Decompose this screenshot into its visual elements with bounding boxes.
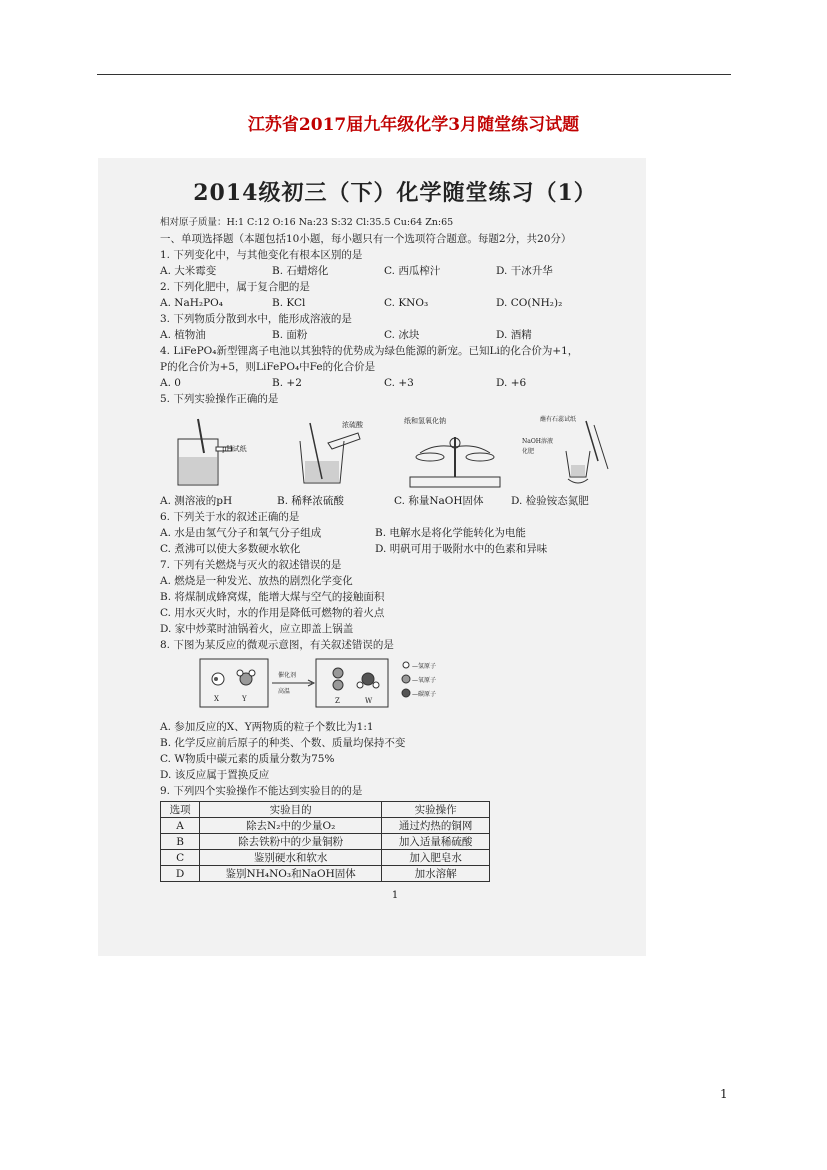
- svg-text:—氢原子: —氢原子: [412, 663, 437, 670]
- q5-figures: [160, 413, 630, 491]
- table-cell: B: [161, 834, 200, 850]
- option: C. 煮沸可以使大多数硬水软化: [160, 543, 301, 555]
- atomic-masses: 相对原子质量：H:1 C:12 O:16 Na:23 S:32 Cl:35.5 Cu:64 Zn:65: [160, 217, 454, 228]
- table-cell: 鉴别硬水和软水: [200, 850, 382, 866]
- q6-options: [160, 525, 630, 541]
- option: C. W物质中碳元素的质量分数为75%: [160, 753, 335, 765]
- table-header: 实验目的: [200, 802, 382, 818]
- q6-options-2: [160, 541, 630, 557]
- option: B. 化学反应前后原子的种类、个数、质量均保持不变: [160, 737, 406, 749]
- q9-table: [160, 801, 490, 882]
- table-row: [161, 818, 490, 834]
- question-6: 6. 下列关于水的叙述正确的是: [160, 511, 300, 523]
- option: B. 电解水是将化学能转化为电能: [375, 527, 526, 539]
- option: C. KNO₃: [384, 297, 429, 309]
- question-5: 5. 下列实验操作正确的是: [160, 393, 279, 405]
- table-cell: 鉴别NH₄NO₃和NaOH固体: [200, 866, 382, 882]
- ph-test-figure: [160, 413, 270, 491]
- svg-text:W: W: [365, 697, 373, 705]
- option: D. 明矾可用于吸附水中的色素和异味: [375, 543, 548, 555]
- fig-label-acid: 浓硫酸: [342, 421, 363, 429]
- svg-text:—氧原子: —氧原子: [412, 677, 437, 684]
- fig-label-litmus: 蘸有石蕊试纸: [540, 416, 577, 423]
- svg-text:高温: 高温: [278, 688, 291, 695]
- option: A. NaH₂PO₄: [160, 297, 223, 309]
- reaction-diagram: [160, 655, 520, 713]
- question-7: 7. 下列有关燃烧与灭火的叙述错误的是: [160, 559, 342, 571]
- scanned-exam-page: [98, 158, 646, 956]
- table-cell: 加入肥皂水: [382, 850, 490, 866]
- question-9: 9. 下列四个实验操作不能达到实验目的的是: [160, 785, 363, 797]
- q4-options: [160, 375, 630, 391]
- option: D. CO(NH₂)₂: [496, 297, 563, 309]
- option: D. 干冰升华: [496, 265, 553, 277]
- ammonium-test-figure: [520, 413, 630, 491]
- section-heading: 一、单项选择题（本题包括10小题，每小题只有一个选项符合题意。每题2分，共20分）: [160, 233, 572, 245]
- balance-figure: [400, 413, 510, 491]
- fig-label-balance: 纸和氢氧化钠: [404, 417, 446, 425]
- option: A. 参加反应的X、Y两物质的粒子个数比为1:1: [160, 721, 374, 733]
- option: C. 用水灭火时，水的作用是降低可燃物的着火点: [160, 607, 385, 619]
- q1-options: [160, 263, 630, 279]
- fig-label-fert: 化肥: [522, 448, 535, 455]
- option: D. +6: [496, 377, 527, 389]
- table-cell: 加水溶解: [382, 866, 490, 882]
- fig-label-ph: pH试纸: [222, 445, 247, 453]
- page-number: 1: [720, 1087, 728, 1101]
- option: A. 大米霉变: [160, 265, 217, 277]
- table-header: 实验操作: [382, 802, 490, 818]
- scan-page-number: 1: [391, 890, 399, 901]
- question-4-cont: P的化合价为+5，则LiFePO₄中Fe的化合价是: [160, 361, 376, 373]
- table-header: 选项: [161, 802, 200, 818]
- table-row: [161, 850, 490, 866]
- header-rule: [97, 74, 731, 75]
- paper-title: 2014级初三（下）化学随堂练习（1）: [193, 180, 597, 206]
- option: A. 水是由氢气分子和氧气分子组成: [160, 527, 322, 539]
- option: D. 该反应属于置换反应: [160, 769, 270, 781]
- caption: A. 测溶液的pH: [160, 495, 233, 507]
- dilute-acid-figure: [280, 413, 390, 491]
- table-row: [161, 834, 490, 850]
- caption: D. 检验铵态氮肥: [511, 495, 589, 507]
- svg-text:催化剂: 催化剂: [278, 672, 297, 679]
- q5-captions: [160, 493, 630, 509]
- option: A. 植物油: [160, 329, 206, 341]
- table-cell: A: [161, 818, 200, 834]
- table-cell: 加入适量稀硫酸: [382, 834, 490, 850]
- option: B. 面粉: [272, 329, 308, 341]
- table-cell: 除去N₂中的少量O₂: [200, 818, 382, 834]
- option: C. 西瓜榨汁: [384, 265, 441, 277]
- option: A. 0: [160, 377, 181, 389]
- option: B. +2: [272, 377, 302, 389]
- caption: B. 稀释浓硫酸: [277, 495, 344, 507]
- option: C. 冰块: [384, 329, 420, 341]
- question-4: 4. LiFePO₄新型锂离子电池以其独特的优势成为绿色能源的新宠。已知Li的化合价为+1，: [160, 345, 579, 357]
- fig-label-naoh: NaOH溶液: [522, 438, 553, 445]
- table-row: [161, 866, 490, 882]
- question-2: 2. 下列化肥中，属于复合肥的是: [160, 281, 310, 293]
- table-header-row: [161, 802, 490, 818]
- svg-text:Y: Y: [242, 695, 247, 703]
- option: B. 石蜡熔化: [272, 265, 329, 277]
- document-title: 江苏省2017届九年级化学3月随堂练习试题: [247, 115, 580, 135]
- option: D. 酒精: [496, 329, 532, 341]
- q3-options: [160, 327, 630, 343]
- question-3: 3. 下列物质分散到水中，能形成溶液的是: [160, 313, 352, 325]
- option: B. KCl: [272, 297, 306, 309]
- option: A. 燃烧是一种发光、放热的剧烈化学变化: [160, 575, 353, 587]
- option: C. +3: [384, 377, 414, 389]
- svg-text:Z: Z: [335, 697, 340, 705]
- q2-options: [160, 295, 630, 311]
- option: B. 将煤制成蜂窝煤，能增大煤与空气的接触面积: [160, 591, 385, 603]
- caption: C. 称量NaOH固体: [394, 495, 484, 507]
- table-cell: 通过灼热的铜网: [382, 818, 490, 834]
- table-cell: C: [161, 850, 200, 866]
- table-cell: D: [161, 866, 200, 882]
- svg-text:—碳原子: —碳原子: [412, 691, 437, 698]
- question-8: 8. 下图为某反应的微观示意图，有关叙述错误的是: [160, 639, 394, 651]
- table-cell: 除去铁粉中的少量铜粉: [200, 834, 382, 850]
- question-1: 1. 下列变化中，与其他变化有根本区别的是: [160, 249, 363, 261]
- svg-text:X: X: [214, 695, 219, 703]
- option: D. 家中炒菜时油锅着火，应立即盖上锅盖: [160, 623, 354, 635]
